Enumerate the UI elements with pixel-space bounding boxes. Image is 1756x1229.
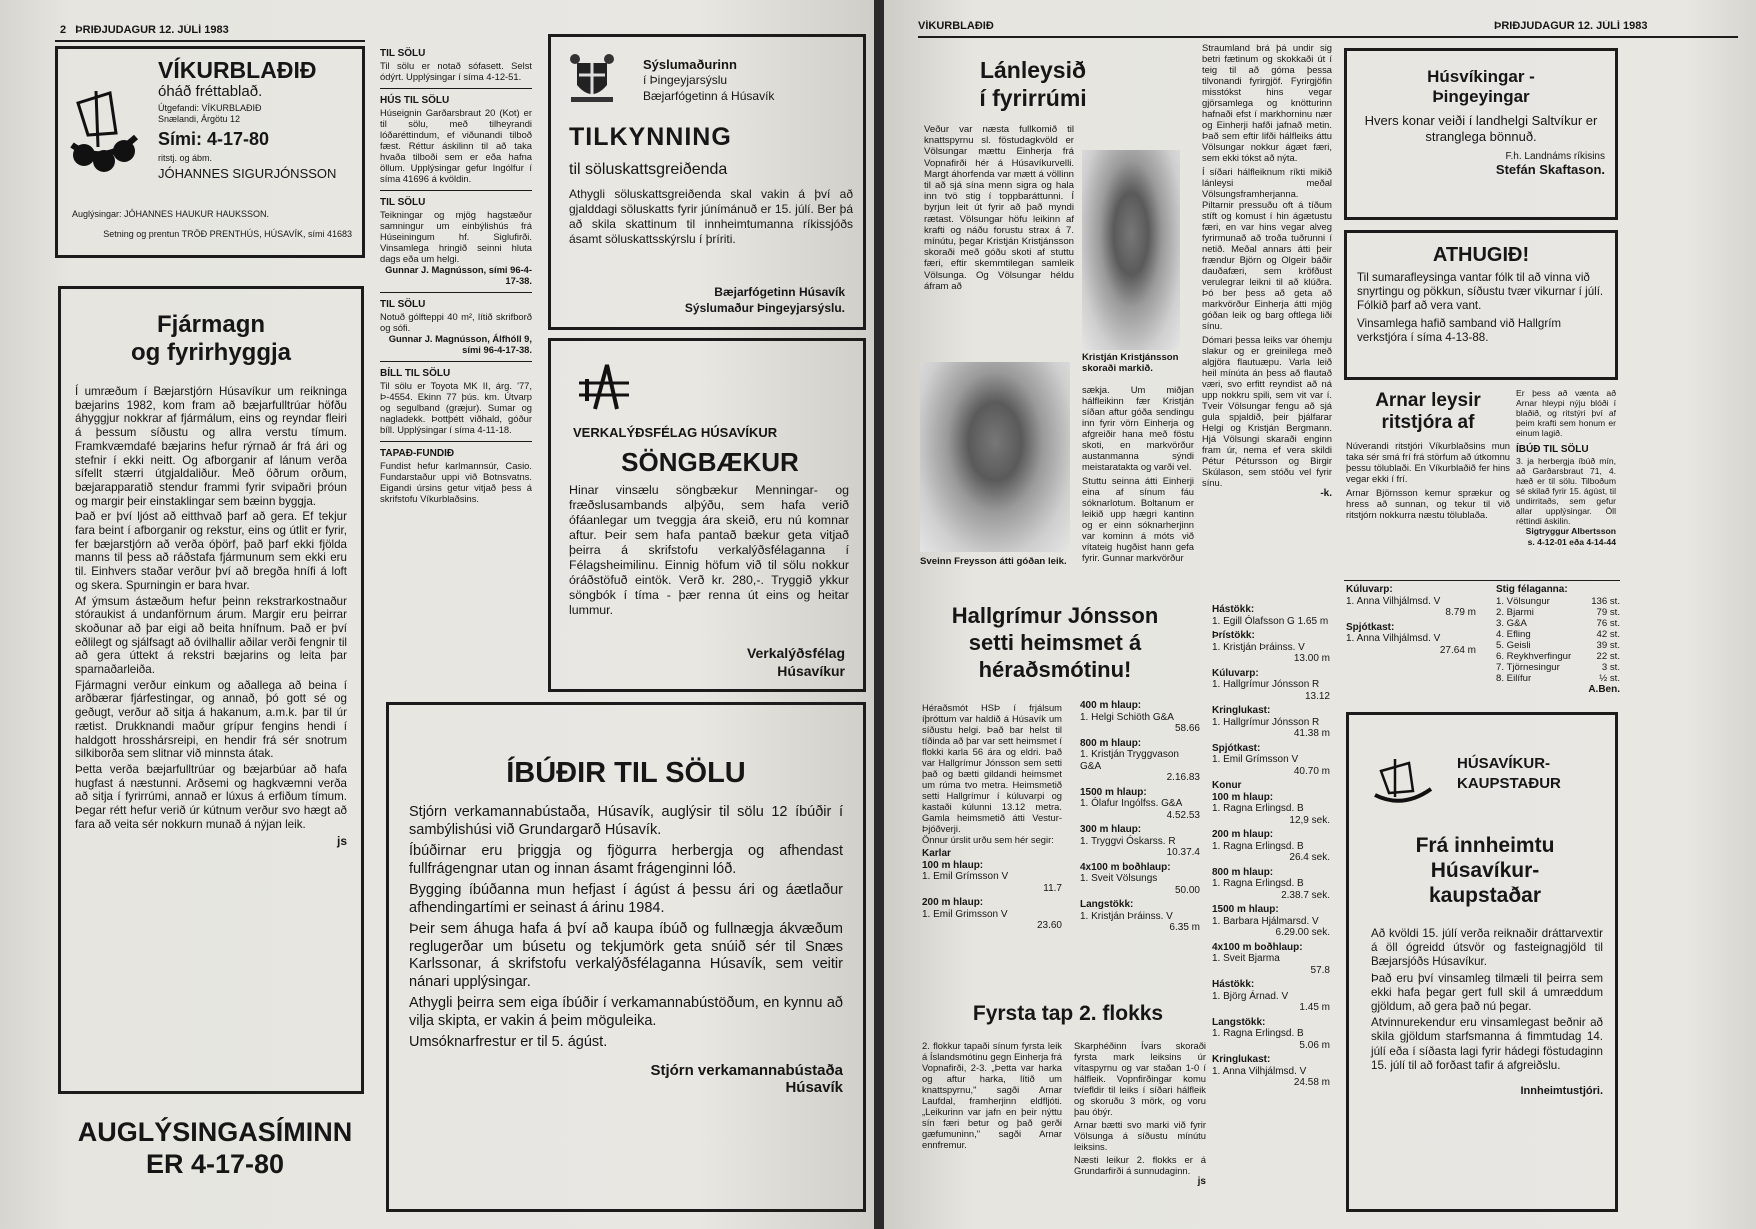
- result-value: 24.58 m: [1293, 1077, 1330, 1088]
- result-value: 41.38 m: [1293, 728, 1330, 739]
- team-name: 2. Bjarmi: [1496, 607, 1534, 618]
- editorial-paragraph: Af ýmsum ástæðum hefur þeinn rekstrarkostnaður stóraukist á undanförnum árum. Margir eru þeirrar skoðunar að þar eigi að beita hnífnum. Það er því eðlilegt og sjálfsagt að óvilhallir aðilar verði fengnir til að gera úttekt á rekstri bæjarins og leita þar sparnaðarleiða.: [75, 594, 347, 677]
- apartments-paragraph: Þeir sem áhuga hafa á því að kaupa íbúð og fullnægja ákvæðum reglugerðar um búsetu og tekjumörk geta snúið sér til Snæs Karlssonar, á skrifstofu verkalýðsfélaganna Húsavík, sem veitir nánari upplýsingar.: [409, 921, 843, 990]
- attention-box: [1344, 230, 1618, 380]
- result-event: Kúluvarp:: [1212, 667, 1259, 679]
- football-title-2: í fyrirrúmi: [979, 85, 1087, 111]
- apartment-ad-sig-1: Sigtryggur Albertsson: [1525, 526, 1616, 536]
- team-points-row: [1496, 640, 1620, 651]
- result-event: Kúluvarp:: [1346, 584, 1393, 595]
- notice-org-2: í Þingeyjarsýslu: [643, 73, 728, 87]
- result-event: Spjótkast:: [1212, 742, 1261, 754]
- result-value: 2.16.83: [1166, 772, 1200, 783]
- tax-notice-box: [548, 34, 866, 330]
- notice-org-3: Bæjarfógetinn á Húsavík: [643, 89, 775, 103]
- result-entry: [1212, 1017, 1330, 1052]
- apartments-box: [386, 702, 866, 1212]
- ads-line: Auglýsingar: JÓHANNES HAUKUR HAUKSSON.: [72, 209, 270, 219]
- team-score: ½ st.: [1599, 673, 1620, 684]
- result-event: Karlar: [922, 848, 951, 859]
- head-rule: [55, 40, 365, 42]
- result-value: 10.37.4: [1166, 847, 1200, 858]
- notice-org-1: Sýslumaðurinn: [643, 57, 737, 72]
- result-name: 1. Anna Vilhjálmsd. V: [1346, 633, 1441, 644]
- result-entry: [1346, 584, 1476, 619]
- team-points-row: [1496, 651, 1620, 662]
- result-value: 2.38.7 sek.: [1281, 889, 1330, 901]
- notice-sign-2: Sýslumaður Þingeyjarsýslu.: [684, 301, 845, 315]
- team-score: 3 st.: [1601, 662, 1620, 673]
- athletics-title-1: Hallgrímur Jónsson: [951, 603, 1159, 628]
- apartment-ad-text: 3. ja herbergja íbúð mín, að Garðarsbraut 71, 4. hæð er til sölu. Tilboðum sé skilað fyrir 15. ágúst, til undirritaðs, sem gefur allar upplýsingar. Öll réttindi áskilin.: [1516, 456, 1616, 526]
- result-entry: [1212, 904, 1330, 939]
- team-score: 42 st.: [1596, 629, 1620, 640]
- team-name: 7. Tjörnesingur: [1496, 662, 1560, 673]
- union-text: Hinar vinsælu söngbækur Menningar- og fræðslusambands alþýðu, sem hafa verið ófáanlegar um tveggja ára skeið, eru nú komnar aftur. Þeir sem hafa pantað bækur geta vitjað þeirra á skrifstofu verkalýðsfélaganna í Félagsheimilinu. Einnig höfum við til sölu nokkur óráðstöfuð eintök. Verð kr. 280,-. Tryggið ykkur söngbók í tíma - þær renna út eins og heitar lummur.: [569, 483, 849, 617]
- photo-caption: Sveinn Freysson átti góðan leik.: [920, 556, 1067, 567]
- result-value: 1.45 m: [1299, 1002, 1330, 1013]
- classified-ad: BÍLL TIL SÖLU Til sölu er Toyota MK II, árg. '77, Þ-4554. Ekinn 77 þús. km. Útvarp og segulband (græjur). Sumar og nagladekk. Þottþétt viðhald, góður bíll. Upplýsingar í síma 4-11-18.: [380, 368, 532, 435]
- result-name: 1. Emil Grímsson V: [922, 871, 1009, 882]
- result-value: 50.00: [1174, 884, 1200, 896]
- result-name: 1. Sveit Bjarma: [1212, 953, 1280, 964]
- result-event: 800 m hlaup:: [1212, 866, 1274, 878]
- result-name: 1. Björg Árnad. V: [1212, 990, 1289, 1002]
- right-page: [884, 0, 1756, 1229]
- team-name: 4. Efling: [1496, 629, 1531, 640]
- result-entry: [1080, 824, 1200, 859]
- team-name: 5. Geisli: [1496, 640, 1531, 651]
- result-entry: [1080, 862, 1200, 897]
- result-value: 6.35 m: [1169, 922, 1200, 933]
- result-event: 300 m hlaup:: [1080, 824, 1142, 835]
- print-line: Setning og prentun TRÖÐ PRENTHÚS, HÚSAVÍK, sími 41683: [103, 229, 352, 239]
- result-entry: [1080, 787, 1200, 822]
- apartments-paragraph: Íbúðirnar eru þriggja og fjögurra herbergja og afhendast fullfrágengnar utan og innan ásamt frágenginni lóð.: [409, 843, 843, 877]
- result-event: Langstökk:: [1080, 899, 1134, 910]
- team-points-row: [1496, 607, 1620, 618]
- result-entry: [1080, 899, 1200, 934]
- result-entry: [1212, 780, 1330, 826]
- athletics-title-2: setti heimsmet á: [968, 630, 1142, 655]
- apartments-paragraph: Stjórn verkamannabústaða, Húsavík, auglýsir til sölu 12 íbúðir í sambýlishúsi við Grundargarð Húsavík.: [409, 804, 843, 838]
- town-notice-box: [1346, 712, 1618, 1212]
- result-entry: [922, 897, 1062, 932]
- team-score: 39 st.: [1596, 640, 1620, 651]
- result-entry: [1080, 700, 1200, 735]
- result-entry: [1080, 738, 1200, 784]
- editorial-title-1: Fjármagn: [156, 311, 266, 338]
- result-name: 1. Kristján Tryggvason G&A: [1080, 749, 1179, 772]
- team-points-row: [1496, 596, 1620, 607]
- result-name: 1. Sveit Völsungs: [1080, 873, 1158, 884]
- editorial-paragraph: Í umræðum í Bæjarstjórn Húsavíkur um reikninga bæjarins 1982, kom fram að bæjarfulltrúar höfðu áhyggjur nokkrar af fjármálum, eins og reyndar fleiri á þessum síðustu og allra verstu tímum. Framkvæmdafé bæjarins hefur rýrnað ár frá ári og stefnir í ekki neitt. Og afborganir af lánum verða sífellt stærri útgjaldaliður. Með öðrum orðum, bæjarapparatið stendur frammi fyrir svipaðri þróun og margir þeir einstaklingar sem bæinn byggja.: [75, 385, 347, 508]
- second-team-col-2: Skarphéðinn Ívars skoraði fyrsta mark leiksins úr vítaspyrnu og var staðan 1-0 í hálfleik. Vopnfirðingar komu tvíefldir til leiks í síðari hálfleik og skoruðu 3 mörk, og voru þau óbýr. Arnar bætti svo marki við fyrir Völsunga á síðustu mínútu leiksins. Næsti leikur 2. flokks er á Grundarfirði á sunnudaginn. js: [1074, 1040, 1206, 1187]
- editorial-paragraph: Þetta verða bæjarfulltrúar og bæjarbúar að hafa hugfast á næstunni. Arðsemi og hagkvæmni verða að sitja í fyrirrúmi, annað er lúxus á erfiðum tímum. Þegar rétt hefur verið úr kútnum verður svo hægt að fara að veita sér nokkurn munað á nýjan leik.: [75, 762, 347, 831]
- classifieds-column: [380, 44, 532, 694]
- result-name: 1. Anna Vilhjálmsd. V: [1212, 1065, 1307, 1077]
- result-value: 11.7: [1043, 882, 1062, 894]
- editorial-paragraph: Það er því ljóst að eitthvað þarf að gera. Ef tekjur fara beint í afborganir og rekstur, eins og útlit er fyrir, fer bæjarstjórn að verða óþörf, það þarf ekki fjölda manns til þess að ráðstafa fjármunum sem ekki eru til. Einhvers staðar verður því að bregða hnífi á loft og skera. Spurningin er bara hvar.: [75, 510, 347, 592]
- notice-title: TILKYNNING: [569, 123, 732, 151]
- union-sign-2: Húsavíkur: [777, 663, 845, 679]
- result-name: 1. Hallgrímur Jónsson R: [1212, 679, 1320, 690]
- apartments-title: ÍBÚÐIR TIL SÖLU: [506, 757, 746, 789]
- team-score: 76 st.: [1596, 618, 1620, 629]
- result-entry: [1212, 829, 1330, 864]
- result-event: 1500 m hlaup:: [1080, 786, 1147, 798]
- running-head: [60, 24, 360, 38]
- address: Snælandi, Árgötu 12: [158, 114, 241, 124]
- apartment-ad-head: ÍBÚÐ TIL SÖLU: [1516, 444, 1589, 455]
- result-name: 1. Egill Ólafsson G 1.65 m: [1212, 615, 1329, 627]
- result-value: 6.29.00 sek.: [1275, 927, 1330, 938]
- player-photo: [1082, 150, 1180, 350]
- result-value: 40.70 m: [1293, 765, 1330, 777]
- apartments-sign-2: Húsavík: [785, 1078, 843, 1096]
- result-event: 4x100 m boðhlaup:: [1212, 941, 1303, 953]
- ad-phone-line-2: ER 4-17-80: [145, 1149, 285, 1179]
- result-name: 1. Barbara Hjálmarsd. V: [1212, 915, 1319, 927]
- team-points-table: [1496, 596, 1620, 684]
- team-points-head: Stig félaganna:: [1496, 584, 1568, 595]
- fishing-title-1: Húsvíkingar -: [1427, 67, 1535, 86]
- substitute-note: Er þess að vænta að Arnar hleypi nýju blóði í blaðið, og ritstýri því af þeim krafti sem honum er einum lagið.: [1516, 388, 1616, 438]
- town-title: Frá innheimtu Húsavíkur- kaupstaðar: [1415, 834, 1555, 907]
- attention-text: Til sumarafleysinga vantar fólk til að vinna við snyrtingu og pökkun, síðustu tvær vikurnar í júlí. Fólkið þarf að vera vant.: [1357, 271, 1604, 312]
- second-team-col-1: 2. flokkur tapaði sínum fyrsta leik á Íslandsmótinu gegn Einherja frá Vopnafirði, 2-3. „Þetta var harka og aftur harka, lítið um knattspyrnu," sagði Arnar Laufdal, framherjinn eldfljóti. „Leikurinn var jafn en þeir nýttu sín færi betur og það gerði gæfumuninn," sagði Arnar ennfremur.: [922, 1040, 1062, 1150]
- team-points: [1496, 584, 1620, 704]
- football-column-3: Straumland brá þá undir sig betri fætinum og skokkaði út í teig til að góma þessa tilvonandi fyrirgjöf. Fyrirgjöfin misstókst hins vegar gjörsamlega og knötturinn hafnaði efst í markhorninu nær og Einherji hafði jafnað metin. Það sem eftir lifði hálfleiks áttu Völsungar nokkur ágæt færi, sem ekki tókst að nýta. Í síðari hálfleiknum ríkti mikið lánleysi meðal Völsungsframherjanna. Piltarnir pressuðu oft á tíðum stíft og komust í hin ágætustu færi, en var hins vegar alveg fyrirmunað að troða tuðrunni í netið. Meðal annars átti þeir frændur Björn og Olgeir báðir dauðafæri, sem kröfðust verulegrar leikni til að klúðra. Þó ber þess að geta að markvörður Einherja átti mjög góðan leik og barg oftlega liði sínu. Dómari þessa leiks var óhemju slakur og er greinilega með algjöra flautuæpu. Varla leið heil mínúta án þess að flautað væri, svo erfitt reyndist að ná upp nokkru spili, sem vit var í. Tveir Völsungar fengu að sjá gula spjaldið, þeir þjálfarar Helgi og Kristján Bergmann. Hjá Völsungi skaraði enginn fram úr, nema ef vera skildi Pétur Pétursson og Birgir Skúlason, sem stóðu vel fyrir sínu. -k.: [1202, 42, 1332, 499]
- coat-of-arms-icon: [567, 49, 617, 105]
- editor-label: ritstj. og ábm.: [158, 153, 213, 163]
- team-score: 136 st.: [1591, 596, 1620, 607]
- fishing-sign-2: Stefán Skaftason.: [1495, 162, 1605, 177]
- result-event: Þrístökk:: [1212, 630, 1255, 641]
- result-value: 4.52.53: [1166, 809, 1200, 821]
- union-title: SÖNGBÆKUR: [621, 447, 799, 477]
- athletics-column-1: Héraðsmót HSÞ í frjálsum íþróttum var haldið á Húsavík um síðustu helgi. Það bar helst til tíðinda að þar var sett heimsmet í flokki karla 56 ára og eldri. Það var Hallgrímur Jónsson sem setti það og bætti gildandi heimsmet um rúma tvo metra. Heimsmetið setti Hallgrímur í kúluvarpi og kastaði kúlunni 13.12 metra. Gamla heimsmetið átti Vestur-Þjóðverji. Önnur úrslit urðu sem hér segir: Karlar 100 m hlaup: 1. Emil Grímsson V 11.7 200 m hlaup: 1. Emil Grimsson V 23.60: [922, 702, 1062, 931]
- team-name: 1. Völsungur: [1496, 596, 1550, 607]
- result-event: Kringlukast:: [1212, 1054, 1271, 1065]
- town-notice-text: Að kvöldi 15. júlí verða reiknaðir dráttarvextir á öll ógreidd útsvör og fasteignagjöld til Bæjarsjóðs Húsavíkur. Það eru því vinsamleg tilmæli til þeirra sem ekki hafa þegar gert full skil á umræddum gjöldum, að gera það nú þegar. Atvinnurekendur eru vinsamlegast beðnir að skila gjöldum starfsmanna á fimmtudag 14. júlí eða í síðasta lagi fyrir hádegi föstudaginn 15. júlí til að forðast tafir á afgreiðslu. Innheimtustjóri.: [1371, 927, 1603, 1098]
- result-entry: [1346, 622, 1476, 657]
- result-name: 1. Ragna Erlingsd. B: [1212, 840, 1304, 852]
- attention-title: ATHUGIÐ!: [1432, 244, 1530, 266]
- masthead-name: VÍKURBLAÐIÐ: [158, 57, 317, 83]
- viking-ship-logo: [68, 63, 140, 173]
- town-name-2: KAUPSTAÐUR: [1457, 775, 1561, 792]
- classified-ad: TIL SÖLU Teikningar og mjög hagstæður samningur um einbýlishús frá Húseiningum hf. Siglufirði. Vinsamlega hringið seinni hluta dags eða um helgi. Gunnar J. Magnússon, sími 96-4-17-38.: [380, 197, 532, 286]
- result-value: 23.60: [1036, 920, 1062, 931]
- team-name: 6. Reykhverfingur: [1496, 651, 1572, 662]
- notice-text: Athygli söluskattsgreiðenda skal vakin á því að gjalddagi söluskatts fyrir júnímánuð er 15. júlí. Ber þá að skila skattinum til innheimtumanna ríkissjóðs ásamt söluskattsskýrslu í þríriti.: [569, 187, 853, 246]
- result-name: 1. Emil Grimsson V: [922, 908, 1008, 920]
- fishing-text: Hvers konar veiði í landhelgi Saltvíkur er stranglega bönnuð.: [1364, 113, 1598, 144]
- classified-ad: TIL SÖLU Til sölu er notað sófasett. Selst ódýrt. Upplýsingar í síma 4-12-51.: [380, 48, 532, 82]
- left-page: [0, 0, 874, 1229]
- result-name: 1. Kristján Þráinss. V: [1212, 641, 1305, 653]
- classified-ad: HÚS TIL SÖLU Húseignin Garðarsbraut 20 (Kot) er til sölu, með tilheyrandi lóðaréttindum, ef viðunandi tilboð fæst. Réttur áskilinn til að taka hvaða tilboði sem er eða hafna öllum. Upplýsingar gefur Ingólfur í síma 41696 á kvöldin.: [380, 95, 532, 184]
- result-event: Hástökk:: [1212, 604, 1255, 615]
- second-team-sign: js: [1197, 1176, 1206, 1187]
- editor-substitute: Arnar leysir ritstjóra af Núverandi ritstjóri Víkurblaðsins mun taka sér smá frí frá störfum að útkomnu þessu tölublaði. En Víkurblaðið fer hins vegar ekki í frí. Arnar Björnsson kemur sprækur og hress að sunnan, og tekur til við ritstjórn nokkurra næstu tölublaða.: [1346, 390, 1510, 520]
- running-head-left: VÍKURBLAÐIÐ: [918, 20, 994, 32]
- result-value: 13.12: [1304, 690, 1330, 702]
- result-event: 200 m hlaup:: [1212, 829, 1274, 840]
- date-line: ÞRIÐJUDAGUR 12. JÚLÍ 1983: [75, 24, 229, 36]
- result-event: Spjótkast:: [1346, 621, 1395, 633]
- editorial-signature: js: [336, 833, 347, 848]
- editorial-title-2: og fyrirhyggja: [130, 339, 292, 366]
- classified-ad: TIL SÖLU Notuð gólfteppi 40 m², lítið skrifborð og sófi. Gunnar J. Magnússon, Álfhóll 9, sími 96-4-17-38.: [380, 299, 532, 355]
- substitute-title-2: ritstjóra af: [1381, 412, 1475, 433]
- notice-sign-1: Bæjarfógetinn Húsavík: [714, 285, 845, 299]
- editorial-paragraph: Fjármagni verður einkum og aðallega að beina í arðbærar fjárfestingar, og annað, þó gott sé og geðugt, verður að sitja á hakanum, a.m.k. þar til úr rætist. Drukknandi maður grípur fengins hendi í haldgott hrosshársreipi, en hendir frá sér snotrum silkiborða sem slitnar við minnsta átak.: [75, 678, 347, 761]
- head-rule: [918, 36, 1738, 38]
- team-score: 22 st.: [1596, 651, 1620, 662]
- fishing-sign-1: F.h. Landnáms ríkisins: [1505, 151, 1605, 162]
- results-list-c: [1212, 604, 1330, 1224]
- apartments-paragraph: Athygli þeirra sem eiga íbúðir í verkamannabústöðum, en kynnu að vilja skipta, er vakin á þeim möguleika.: [409, 995, 843, 1029]
- result-entry: [1212, 1054, 1330, 1089]
- result-value: 5.06 m: [1299, 1039, 1330, 1051]
- result-name: 1. Ragna Erlingsd. B: [1212, 878, 1304, 889]
- results-list-a: [922, 848, 1062, 932]
- result-name: 1. Helgi Schiöth G&A: [1080, 711, 1174, 723]
- right-notes: [1516, 388, 1616, 548]
- team-points-row: [1496, 662, 1620, 673]
- result-event: 100 m hlaup:: [922, 859, 984, 871]
- page-number: 2: [60, 24, 67, 36]
- apartments-paragraph: Umsóknarfrestur er til 5. ágúst.: [409, 1034, 608, 1050]
- result-value: 12,9 sek.: [1289, 814, 1330, 826]
- publisher: Útgefandi: VÍKURBLAÐIÐ: [158, 103, 262, 113]
- result-event: 800 m hlaup:: [1080, 737, 1142, 749]
- running-head-right: ÞRIÐJUDAGUR 12. JÚLÍ 1983: [1494, 20, 1648, 32]
- town-name-1: HÚSAVÍKUR-: [1457, 755, 1551, 772]
- result-value: 8.79 m: [1445, 607, 1476, 618]
- attention-contact: Vinsamlega hafið samband við Hallgrím verkstjóra í síma 4-13-88.: [1357, 317, 1562, 344]
- result-event: 100 m hlaup:: [1212, 791, 1274, 803]
- team-points-row: [1496, 629, 1620, 640]
- apartments-sign-1: Stjórn verkamannabústaða: [650, 1061, 843, 1079]
- classified-ad: TAPAÐ-FUNDIÐ Fundist hefur karlmannsúr, Casio. Fundarstaður uppi við Botnsvatns. Eigandi úrsins getur vitjað þess á skrifstofu Víkurblaðsins.: [380, 448, 532, 504]
- result-event: 200 m hlaup:: [922, 897, 984, 908]
- result-entry: [1212, 867, 1330, 902]
- apartments-paragraph: Bygging íbúðanna mun hefjast í ágúst á þessu ári og áætlaður afhendingartími er seinast á árinu 1984.: [409, 882, 843, 916]
- masthead-tagline: óháð fréttablað.: [158, 83, 263, 100]
- result-event: 4x100 m boðhlaup:: [1080, 861, 1171, 873]
- union-logo-icon: [573, 361, 637, 415]
- result-event: 1500 m hlaup:: [1212, 904, 1279, 915]
- second-team-title: Fyrsta tap 2. flokks: [972, 1002, 1164, 1025]
- ad-phone-line-1: AUGLÝSINGASÍMINN: [77, 1117, 353, 1147]
- fishing-title-2: Þingeyingar: [1432, 87, 1530, 106]
- notice-subtitle: til söluskattsgreiðenda: [569, 161, 728, 178]
- result-name: 1. Emil Grímsson V: [1212, 754, 1299, 765]
- result-entry: [1212, 743, 1330, 778]
- masthead-phone: Sími: 4-17-80: [158, 129, 270, 149]
- union-sign-1: Verkalýðsfélag: [746, 645, 845, 661]
- result-name: 1. Anna Vilhjálmsd. V: [1346, 595, 1441, 607]
- result-value: 26.4 sek.: [1289, 852, 1330, 863]
- town-sign: Innheimtustjóri.: [1520, 1085, 1603, 1098]
- result-entry: [1212, 630, 1330, 665]
- result-event: 400 m hlaup:: [1080, 700, 1142, 711]
- football-column-2: sækja. Um miðjan hálfleikinn fær Kristján síðan aftur góða sendingu inn fyrir vörn Einherja og afgreiðir hana með föstu skoti, en markvörður austanmanna sýndi meistaratakta og varði vel. Stuttu seinna átti Einherji eina af sínum fáu sóknarlotum. Boltanum er leikið upp hægri kantinn og er einn sóknarherjinn var kominn á móts við vítateig hugðist hann gefa fyrir. Gunnar markvörður: [1082, 384, 1194, 563]
- result-entry: [1212, 604, 1330, 627]
- photo-caption: Kristján Kristjánsson skoraði markið.: [1082, 352, 1179, 374]
- result-entry: [1212, 705, 1330, 740]
- editorial-box: [58, 286, 364, 1094]
- result-name: 1. Kristján Þráinss. V: [1080, 910, 1173, 922]
- union-name: VERKALÝÐSFÉLAG HÚSAVÍKUR: [573, 425, 778, 440]
- editor-name: JÓHANNES SIGURJÓNSSON: [158, 166, 337, 181]
- result-name: 1. Hallgrímur Jónsson R: [1212, 716, 1320, 728]
- results-list-d: [1346, 584, 1476, 674]
- result-entry: [1212, 942, 1330, 977]
- team-name: 8. Eilífur: [1496, 673, 1532, 684]
- player-photo: [920, 362, 1070, 552]
- masthead-box: [55, 46, 365, 258]
- football-title-1: Lánleysið: [979, 57, 1087, 83]
- result-name: 1. Tryggvi Óskarss. R: [1080, 835, 1176, 847]
- apartment-ad-sig-2: s. 4-12-01 eða 4-14-44: [1527, 537, 1616, 547]
- result-value: 57.8: [1310, 964, 1330, 976]
- result-name: 1. Ragna Erlingsd. B: [1212, 803, 1304, 814]
- result-entry: [922, 848, 1062, 894]
- ad-phone-banner: [60, 1116, 370, 1180]
- result-entry: [1212, 979, 1330, 1014]
- result-name: 1. Ólafur Ingólfss. G&A: [1080, 798, 1183, 809]
- result-value: 58.66: [1174, 723, 1200, 734]
- team-points-sign: A.Ben.: [1588, 684, 1620, 695]
- football-text: Veður var næsta fullkomið til knattspyrnu sl. föstudagkvöld er Völsungar mættu Einherja frá Vopnafirði hér á Húsavíkurvelli. Margt áhorfenda var mætt á völlinn til að sjá sína menn sigra og hala inn tvö stig í toppbaráttunni. Í byrjun leit út fyrir að það myndi rætast. Völsungar höfu leikinn af krafti og náðu forustu strax á 7. mínútu, þegar Kristján Kristjánsson skoraði með góðu skoti af stuttu færi, eftir skemmtilegan samleik Völsunga. Og Völsungar héldu áfram að: [924, 124, 1074, 292]
- result-value: 13.00 m: [1293, 653, 1330, 664]
- team-score: 79 st.: [1596, 607, 1620, 618]
- result-event: Kringlukast:: [1212, 705, 1271, 716]
- result-name: 1. Ragna Erlingsd. B: [1212, 1028, 1304, 1039]
- town-ship-logo: [1371, 745, 1435, 805]
- result-event: Konur: [1212, 780, 1242, 791]
- result-entry: [1212, 668, 1330, 703]
- result-value: 27.64 m: [1439, 644, 1476, 656]
- athletics-headline: [920, 602, 1190, 692]
- result-event: Langstökk:: [1212, 1016, 1266, 1028]
- athletics-title-3: héraðsmótinu!: [978, 657, 1132, 682]
- union-box: [548, 338, 866, 692]
- substitute-title-1: Arnar leysir: [1375, 390, 1481, 411]
- team-points-row: [1496, 618, 1620, 629]
- team-points-row: [1496, 673, 1620, 684]
- football-sign: -k.: [1320, 488, 1332, 499]
- results-list-b: [1080, 700, 1200, 990]
- result-event: Hástökk:: [1212, 979, 1255, 990]
- team-name: 3. G&A: [1496, 618, 1527, 629]
- fishing-ban-box: [1344, 48, 1618, 220]
